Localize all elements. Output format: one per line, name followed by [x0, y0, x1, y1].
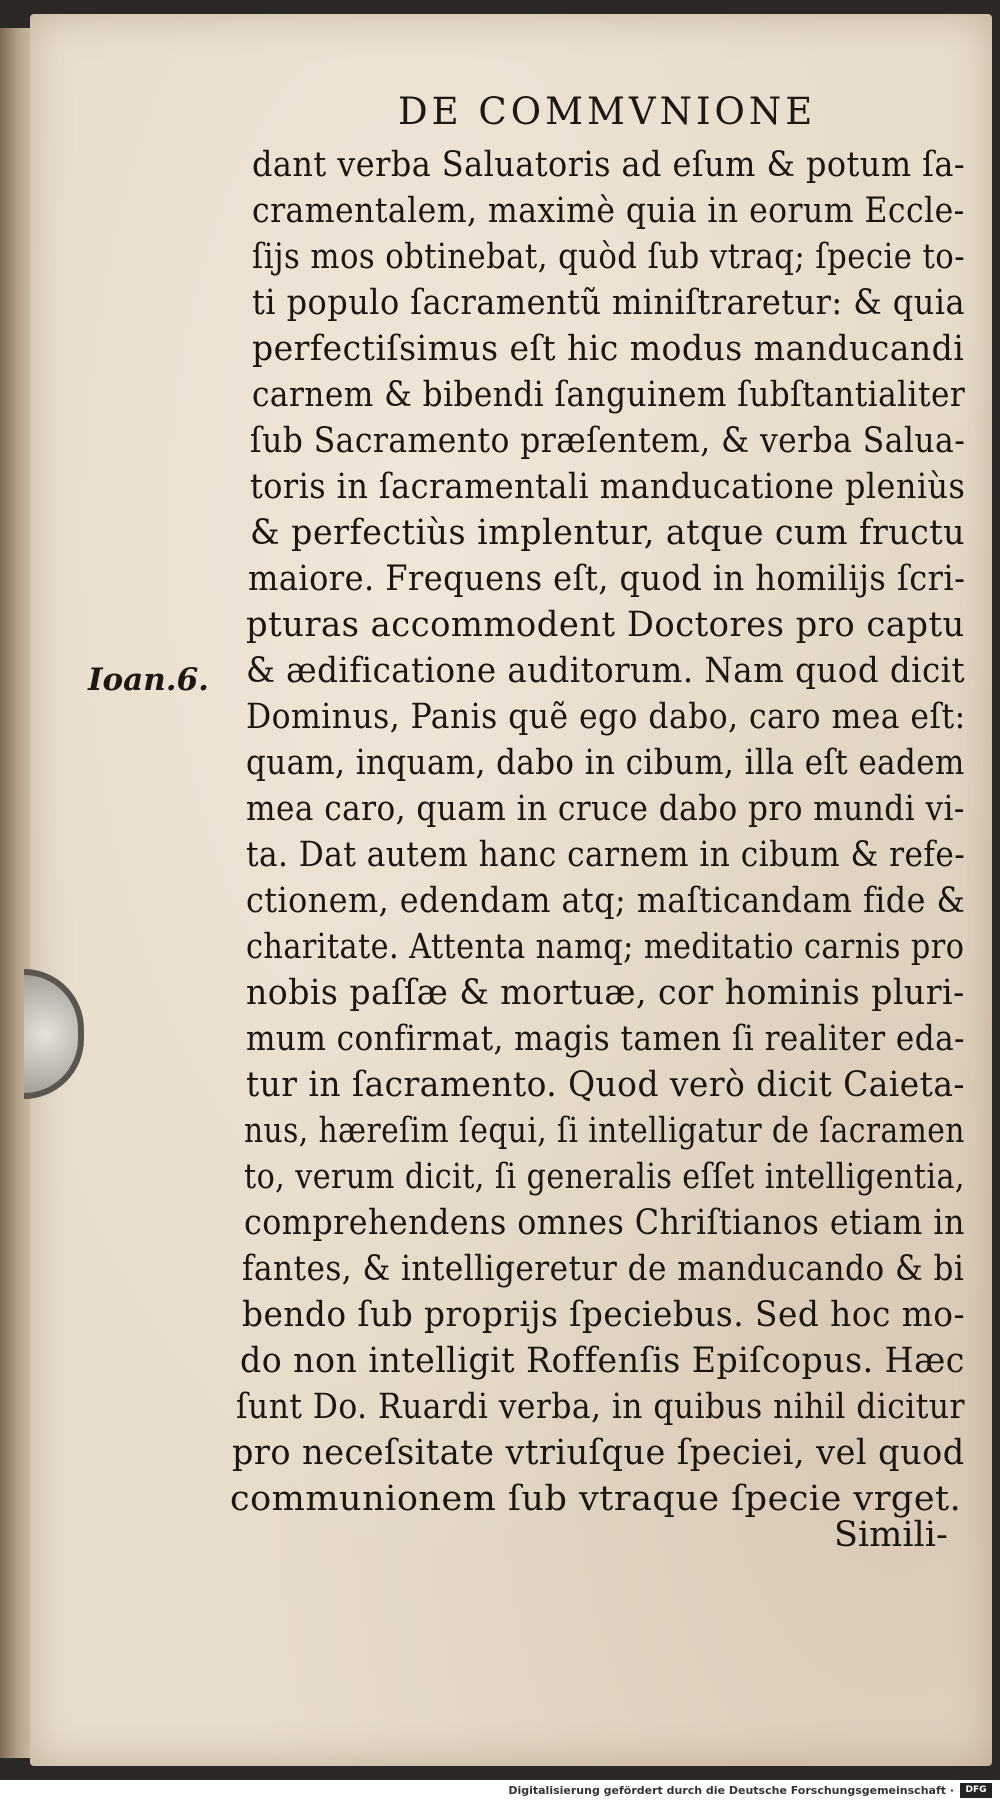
marginal-note: Ioan.6.	[88, 662, 209, 698]
text-line: ti populo ſacramentũ miniſtraretur: & quia	[252, 283, 966, 323]
text-line: toris in ſacramentali manducatione pleniùs	[250, 467, 966, 507]
text-line: perfectiſsimus eſt hic modus manducandi	[252, 329, 965, 369]
text-line: ſunt Do. Ruardi verba, in quibus nihil dicitur	[236, 1387, 965, 1427]
text-line: ſijs mos obtinebat, quòd ſub vtraq; ſpecie to-	[252, 237, 966, 277]
text-line: charitate. Attenta namq; meditatio carnis pro	[246, 927, 965, 967]
footer-credit: Digitalisierung gefördert durch die Deutsche Forschungsgemeinschaft ·	[508, 1784, 954, 1797]
text-line: ta. Dat autem hanc carnem in cibum & refe-	[246, 835, 966, 875]
text-line: & ædificatione auditorum. Nam quod dicit	[246, 651, 965, 691]
text-line: do non intelligit Roffenſis Epiſcopus. Hæc	[240, 1341, 965, 1381]
text-line: fantes, & intelligeretur de manducando & bi	[242, 1249, 965, 1289]
text-line: cramentalem, maximè quia in eorum Eccle-	[252, 191, 965, 231]
text-line: ctionem, edendam atq; maſticandam fide &	[246, 881, 966, 921]
text-line: ſub Sacramento præſentem, & verba Salua-	[250, 421, 966, 461]
text-line: bendo ſub proprijs ſpeciebus. Sed hoc mo-	[242, 1295, 966, 1335]
text-line: tur in ſacramento. Quod verò dicit Caieta-	[246, 1065, 966, 1105]
text-line: pturas accommodent Doctores pro captu	[246, 605, 965, 645]
dfg-logo-icon: DFG	[960, 1783, 992, 1798]
text-line: carnem & bibendi ſanguinem ſubſtantialiter	[252, 375, 966, 415]
text-line: maiore. Frequens eſt, quod in homilijs ſcri-	[248, 559, 966, 599]
digitization-footer	[0, 1780, 1000, 1803]
text-line: nus, hæreſim ſequi, ſi intelligatur de ſacramen	[244, 1111, 965, 1151]
running-head: DE COMMVNIONE	[398, 90, 817, 133]
text-line: dant verba Saluatoris ad eſum & potum ſa-	[252, 145, 966, 185]
text-line: mea caro, quam in cruce dabo pro mundi vi-	[246, 789, 965, 829]
text-line: quam, inquam, dabo in cibum, illa eſt eadem	[246, 743, 965, 783]
text-line: comprehendens omnes Chriſtianos etiam in	[244, 1203, 965, 1243]
text-line: Dominus, Panis quẽ ego dabo, caro mea eſt:	[246, 697, 966, 737]
text-line: communionem ſub vtraque ſpecie vrget.	[230, 1479, 962, 1519]
catchword: Simili-	[834, 1515, 948, 1555]
text-line: pro neceſsitate vtriuſque ſpeciei, vel quod	[232, 1433, 965, 1473]
text-line: mum confirmat, magis tamen ſi realiter eda-	[246, 1019, 965, 1059]
text-line: & perfectiùs implentur, atque cum fructu	[250, 513, 966, 553]
text-line: to, verum dicit, ſi generalis eſſet intelligentia,	[244, 1157, 965, 1197]
text-line: nobis paſſæ & mortuæ, cor hominis pluri-	[246, 973, 965, 1013]
